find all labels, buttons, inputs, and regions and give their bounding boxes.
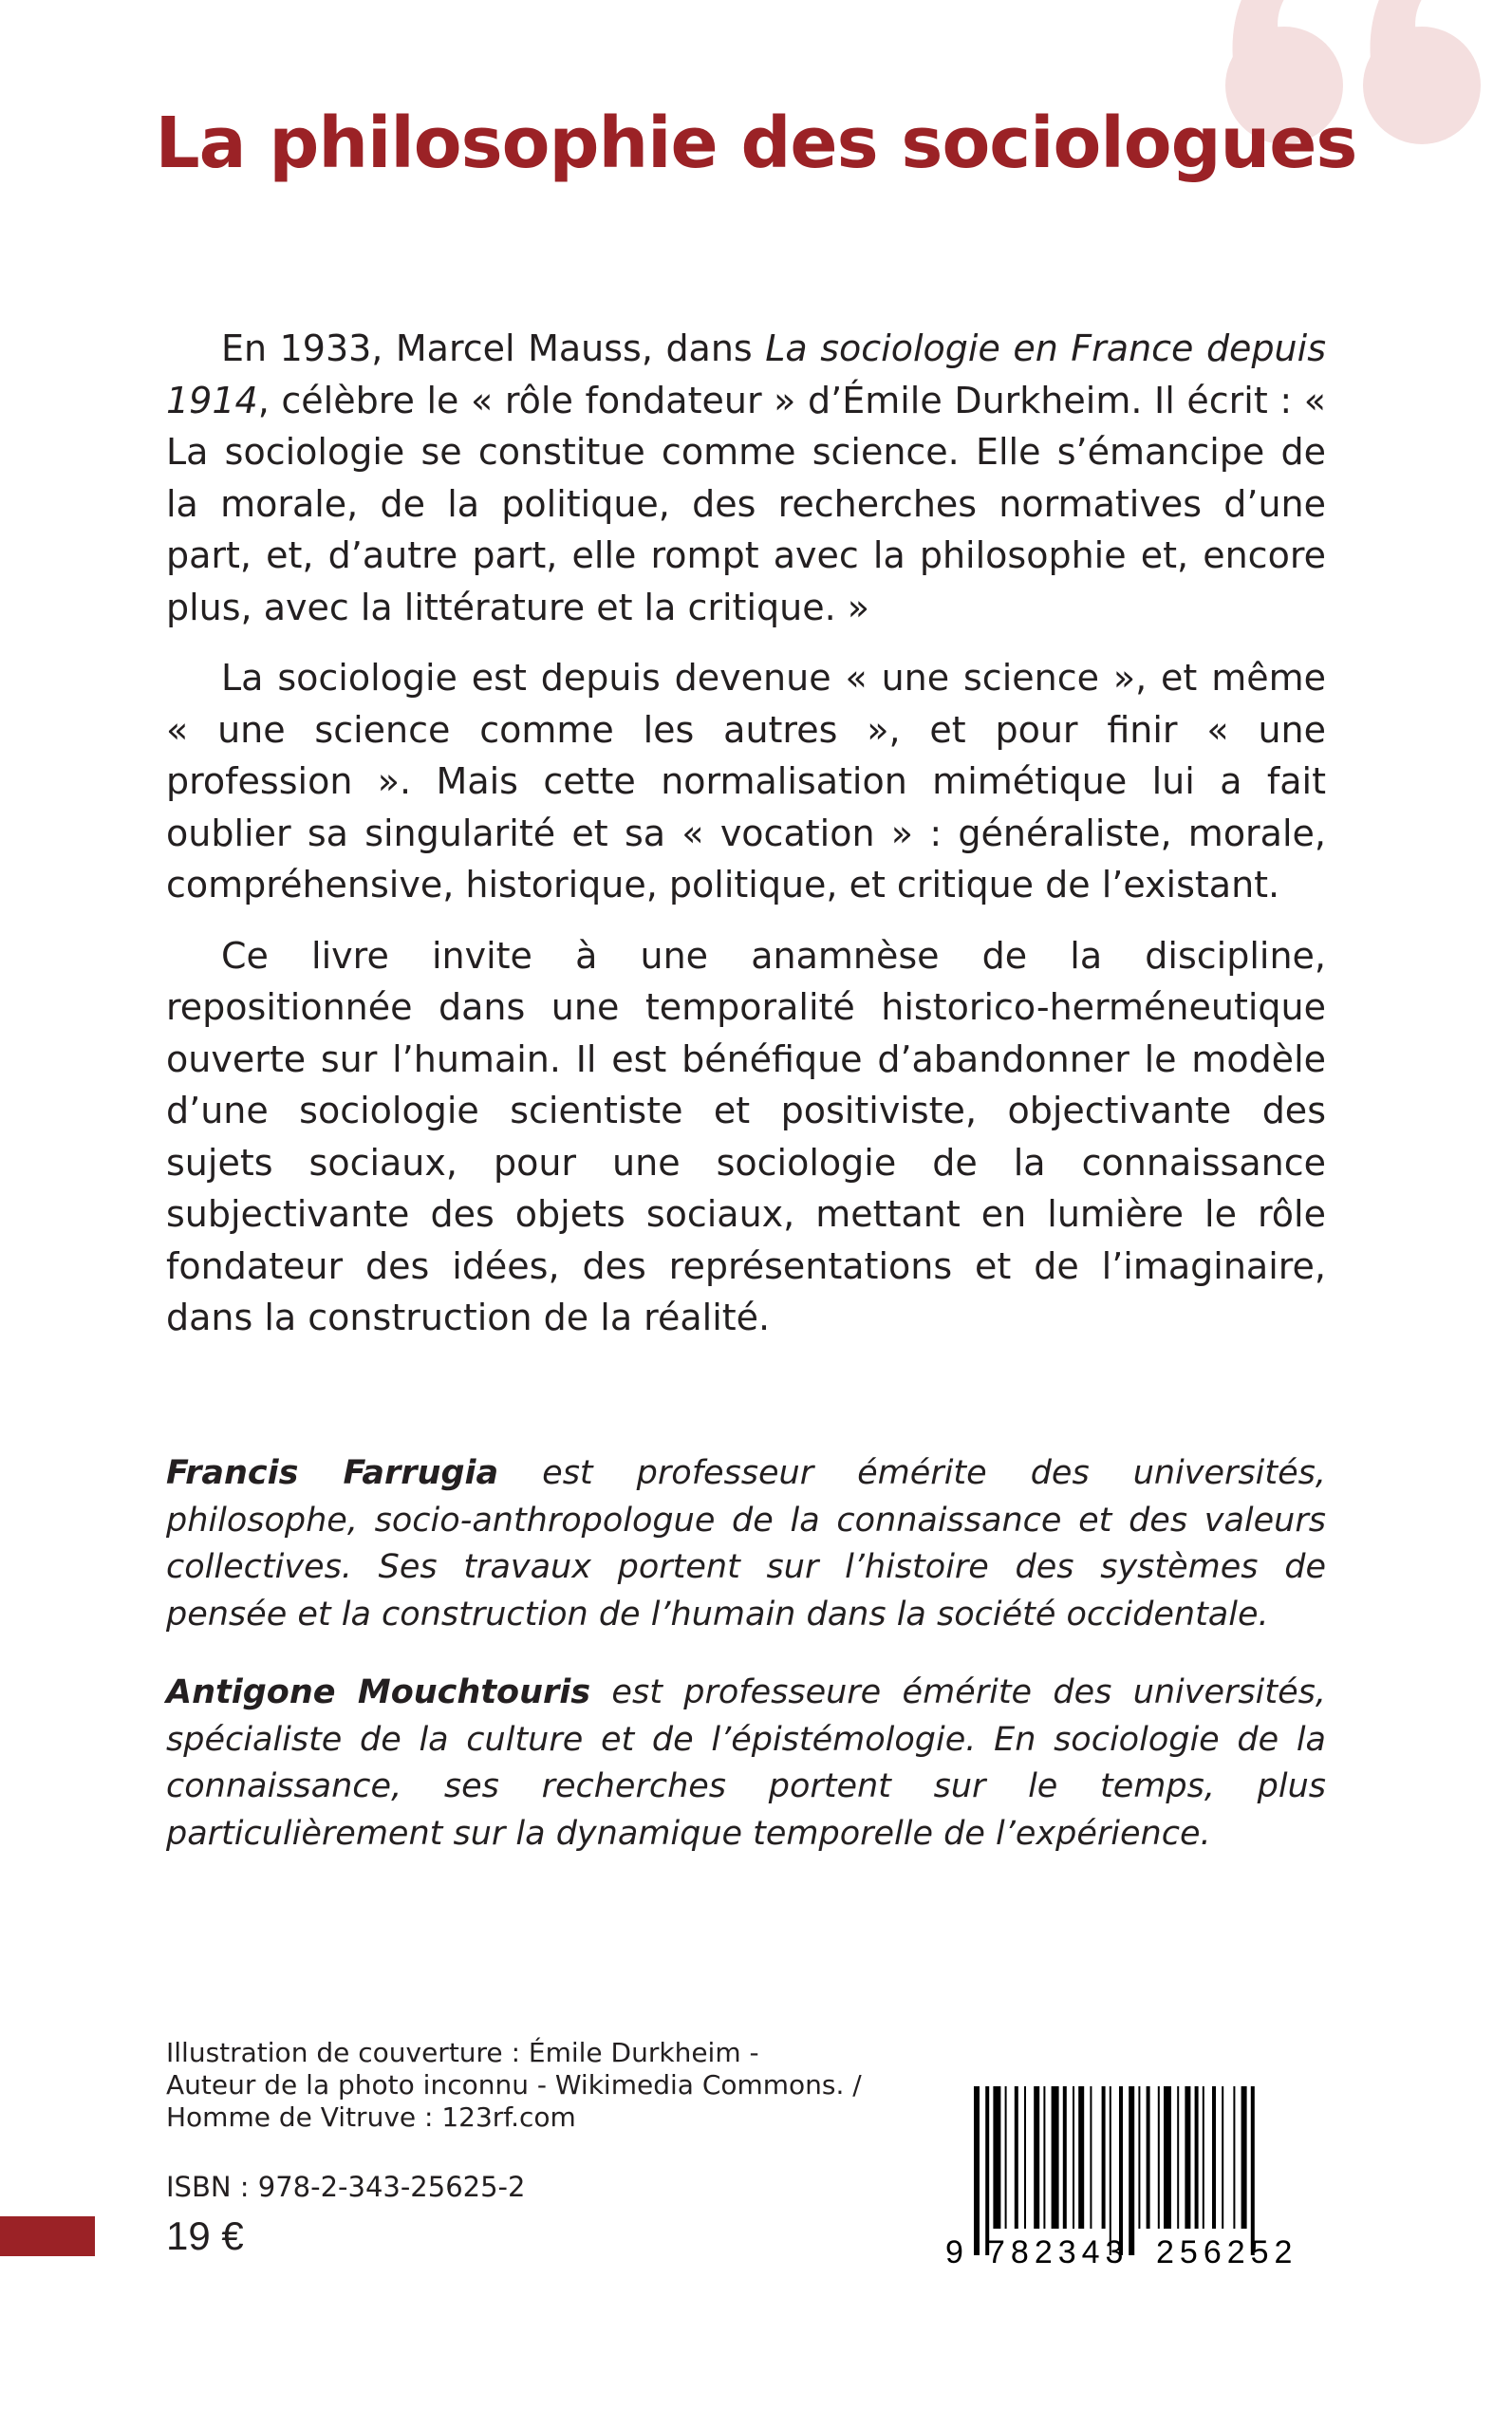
author-name: Antigone Mouchtouris [166, 1673, 591, 1711]
barcode-bar [1102, 2086, 1106, 2229]
accent-bar [0, 2216, 95, 2256]
synopsis-text: , célèbre le « rôle fondateur » d’Émile Durkheim. Il écrit : « La sociologie se constitue comme science. Elle s’émancipe de la morale, de la politique, des recherches normatives d’une part, et, d’autre part, elle rompt avec la philosophie et, encore plus, avec la littérature et la critique. » [166, 379, 1326, 628]
synopsis-paragraph-3: Ce livre invite à une anamnèse de la discipline, repositionnée dans une temporalité historico-herméneutique ouverte sur l’humain. Il est bénéfique d’abandonner le modèle d’une sociologie scientiste et positiviste, objectivante des sujets sociaux, pour une sociologie de la connaissance subjectivante des objets sociaux, mettant en lumière le rôle fondateur des idées, des représentations et de l’imaginaire, dans la construction de la réalité. [166, 934, 1326, 1338]
synopsis-paragraph-2: La sociologie est depuis devenue « une science », et même « une science comme les autres », et pour finir « une profession ». Mais cette normalisation mimétique lui a fait oublier sa singularité et sa « vocation » : généraliste, morale, compréhensive, historique, politique, et critique de l’existant. [166, 657, 1326, 906]
barcode-bar [1052, 2086, 1059, 2229]
barcode-bar [1185, 2086, 1190, 2229]
barcode-bar [1203, 2086, 1204, 2229]
barcode-bar [1090, 2086, 1092, 2229]
barcode-bar [1158, 2086, 1160, 2229]
barcode-bar [1164, 2086, 1171, 2229]
author-bio [166, 1670, 1326, 1858]
author-bio [166, 1450, 1326, 1638]
barcode [945, 2086, 1336, 2269]
barcode-left-digits: 782343 [987, 2234, 1129, 2269]
barcode-bar [993, 2086, 1000, 2229]
barcode-bar [974, 2086, 980, 2255]
book-title: La philosophie des sociologues [155, 103, 1357, 184]
barcode-bar [1005, 2086, 1007, 2229]
author-name: Francis Farrugia [166, 1454, 499, 1492]
barcode-bar [1034, 2086, 1039, 2229]
barcode-bar [985, 2086, 989, 2255]
author-bios [166, 1450, 1326, 1889]
author-bio-text: est professeur émérite des universités, philosophe, socio-anthropologue de la connaissance et des valeurs collectives. Ses travaux portent sur l’histoire des systèmes de pensée et la construction de l’humain dans la société occidentale. [166, 1454, 1326, 1634]
barcode-bar [1063, 2086, 1067, 2229]
barcode-bar [1222, 2086, 1223, 2229]
barcode-bar [1147, 2086, 1150, 2229]
barcode-bar [1195, 2086, 1199, 2229]
barcode-bar [1119, 2086, 1123, 2255]
cover-credits [166, 2037, 887, 2134]
barcode-bar [1073, 2086, 1074, 2229]
price: 19 € [166, 2213, 244, 2258]
barcode-bar [1177, 2086, 1179, 2229]
barcode-bar [1015, 2086, 1018, 2229]
barcode-bar [1024, 2086, 1026, 2229]
synopsis [166, 323, 1326, 1363]
barcode-bar [1138, 2086, 1140, 2229]
author-bio-text: est professeure émérite des universités, spécialiste de la culture et de l’épistémologie. En sociologie de la connaissance, ses recherches portent sur le temps, plus particulièrement sur la dynamique temporelle de l’expérience. [166, 1673, 1326, 1853]
barcode-bar [1212, 2086, 1216, 2229]
barcode-bar [1241, 2086, 1247, 2229]
barcode-right-digits: 256252 [1156, 2234, 1298, 2269]
barcode-bar [1110, 2086, 1111, 2255]
credit-line: Auteur de la photo inconnu - Wikimedia Commons. / [166, 2069, 862, 2101]
barcode-bar [1129, 2086, 1134, 2255]
barcode-bar [1251, 2086, 1255, 2255]
credit-line: Illustration de couverture : Émile Durkheim - [166, 2037, 759, 2068]
barcode-bar [1233, 2086, 1235, 2229]
barcode-lead-digit: 9 [945, 2234, 963, 2269]
isbn: ISBN : 978-2-343-25625-2 [166, 2171, 526, 2203]
credit-line: Homme de Vitruve : 123rf.com [166, 2101, 576, 2133]
barcode-bar [1043, 2086, 1045, 2229]
synopsis-paragraph-1 [166, 323, 1326, 633]
cited-work-title: La sociologie en France depuis 1914 [166, 327, 1327, 421]
barcode-bar [1078, 2086, 1084, 2229]
synopsis-text: En 1933, Marcel Mauss, dans [221, 327, 766, 369]
